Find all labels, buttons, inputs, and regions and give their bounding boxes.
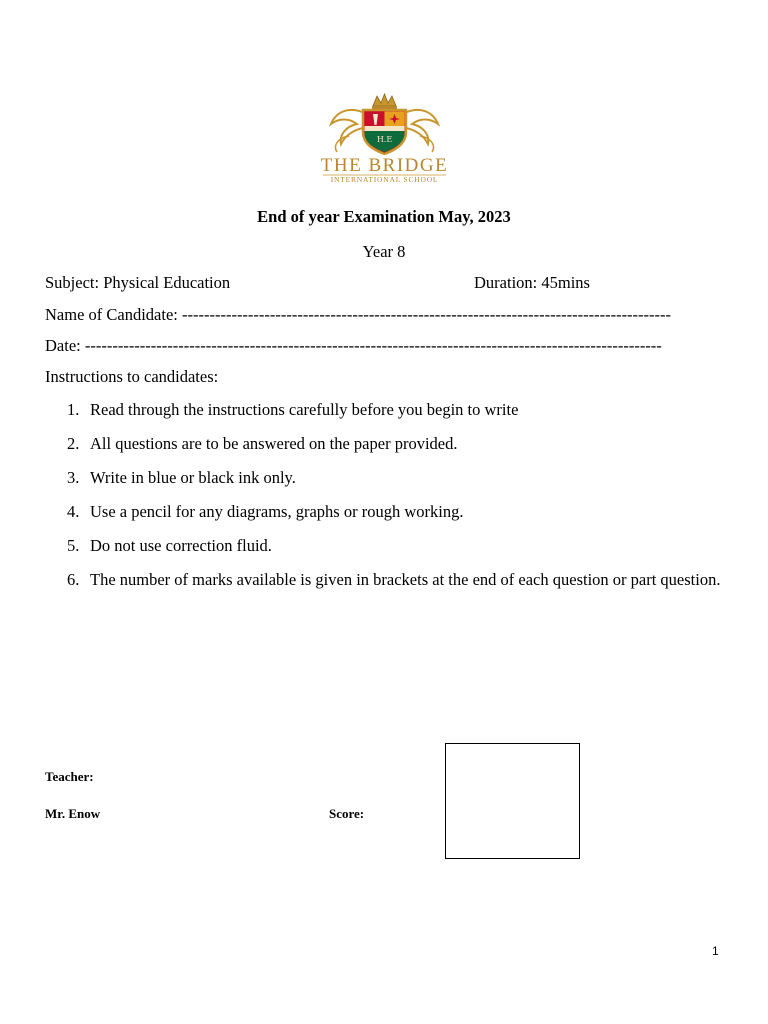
duration-line: Duration: 45mins [474,273,590,292]
instructions-heading: Instructions to candidates: [45,367,219,386]
instruction-number: 4. [67,502,80,521]
instruction-item [45,502,725,521]
score-box [445,743,580,859]
instruction-text: The number of marks available is given in brackets at the end of each question or part question. [90,570,721,589]
svg-text:H.E: H.E [376,135,393,144]
subject-line: Subject: Physical Education [45,273,231,292]
instruction-text: Do not use correction fluid. [90,536,272,555]
instructions-list [45,400,725,604]
exam-title: End of year Examination May, 2023 [257,207,511,226]
instruction-text: Read through the instructions carefully before you begin to write [90,400,519,419]
instruction-item [45,434,725,453]
date-line: Date: --------------------------------------------------------------------------------------------------------- [45,336,662,355]
school-crest-icon [287,92,482,188]
instruction-text: Use a pencil for any diagrams, graphs or rough working. [90,502,464,521]
instruction-item [45,536,725,555]
school-logo [287,92,482,188]
year-group: Year 8 [362,242,406,261]
instruction-item [45,570,725,589]
instruction-text: Write in blue or black ink only. [90,468,296,487]
page-number: 1 [712,944,719,958]
instruction-number: 2. [67,434,80,453]
instruction-number: 6. [67,570,80,589]
instruction-number: 5. [67,536,80,555]
svg-text:THE BRIDGE: THE BRIDGE [320,155,449,176]
svg-text:INTERNATIONAL SCHOOL: INTERNATIONAL SCHOOL [330,175,439,184]
instruction-item [45,468,725,487]
teacher-name: Mr. Enow [45,806,101,821]
instruction-number: 3. [67,468,80,487]
instruction-number: 1. [67,400,80,419]
candidate-name-line: Name of Candidate: ----------------------------------------------------------------------------------------- [45,305,672,324]
teacher-label: Teacher: [45,769,94,784]
instruction-item [45,400,725,419]
instruction-text: All questions are to be answered on the paper provided. [90,434,458,453]
score-label: Score: [329,806,365,821]
